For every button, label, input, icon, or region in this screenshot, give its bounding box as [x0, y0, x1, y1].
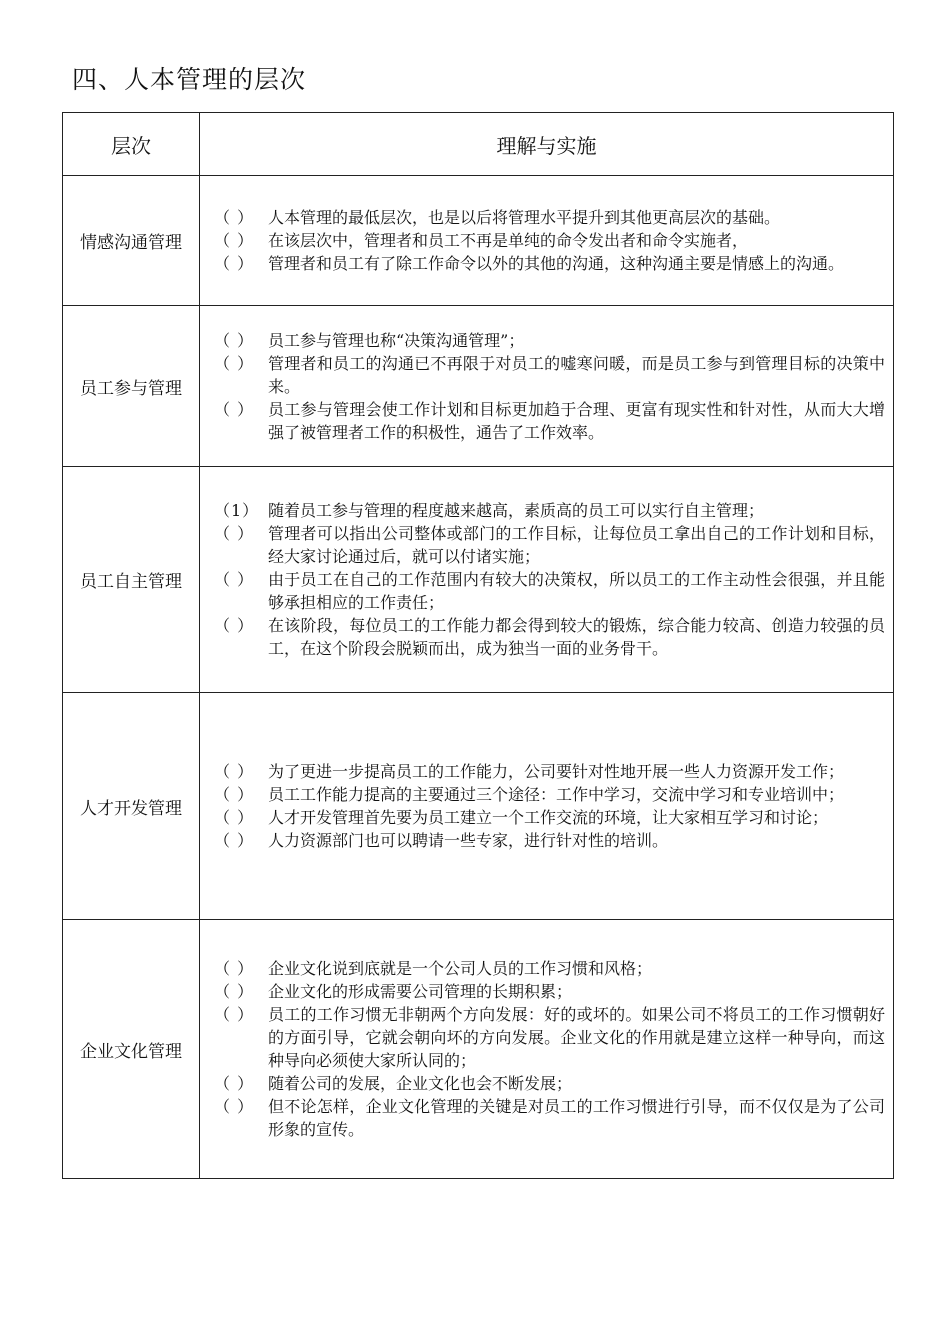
implementation-cell — [200, 306, 894, 467]
level-name: 员工参与管理 — [63, 306, 200, 467]
item-text: 管理者和员工的沟通已不再限于对员工的嘘寒问暖，而是员工参与到管理目标的决策中来。 — [268, 353, 885, 396]
item-marker: （ ） — [214, 399, 255, 419]
implementation-cell — [200, 467, 894, 693]
item-marker: （ ） — [214, 831, 255, 850]
list-item — [214, 980, 885, 1003]
table-row — [63, 306, 894, 467]
table-row — [63, 920, 894, 1179]
item-marker: （ ） — [214, 524, 255, 543]
item-marker: （ ） — [214, 353, 255, 373]
header-level: 层次 — [63, 113, 200, 176]
item-text: 随着员工参与管理的程度越来越高，素质高的员工可以实行自主管理； — [268, 501, 765, 520]
item-marker: （ ） — [214, 208, 255, 227]
list-item — [214, 760, 885, 783]
item-text: 为了更进一步提高员工的工作能力，公司要针对性地开展一些人力资源开发工作； — [268, 762, 845, 781]
level-name: 员工自主管理 — [63, 467, 200, 693]
implementation-cell — [200, 920, 894, 1179]
list-item — [214, 957, 885, 980]
page-title: 四、人本管理的层次 — [72, 65, 307, 94]
item-marker: （ ） — [214, 982, 255, 1001]
list-item — [214, 829, 885, 852]
implementation-cell — [200, 693, 894, 920]
item-marker: （ ） — [214, 616, 255, 635]
item-text: 随着公司的发展，企业文化也会不断发展； — [268, 1074, 573, 1093]
table-row — [63, 467, 894, 693]
implementation-list — [214, 957, 885, 1141]
item-marker: （ ） — [214, 330, 255, 350]
list-item — [214, 499, 885, 522]
item-marker: （ ） — [214, 959, 255, 978]
list-item — [214, 206, 885, 229]
list-item — [214, 1072, 885, 1095]
level-name: 人才开发管理 — [63, 693, 200, 920]
item-text: 员工参与管理也称“决策沟通管理”； — [268, 330, 525, 350]
item-text: 在该层次中，管理者和员工不再是单纯的命令发出者和命令实施者， — [268, 231, 749, 250]
level-name: 企业文化管理 — [63, 920, 200, 1179]
list-item — [214, 783, 885, 806]
list-item — [214, 352, 885, 398]
item-text: 但不论怎样，企业文化管理的关键是对员工的工作习惯进行引导，而不仅仅是为了公司形象的宣传。 — [268, 1097, 885, 1139]
list-item — [214, 329, 885, 352]
list-item — [214, 252, 885, 275]
item-text: 管理者和员工有了除工作命令以外的其他的沟通，这种沟通主要是情感上的沟通。 — [268, 254, 845, 273]
item-text: 人才开发管理首先要为员工建立一个工作交流的环境，让大家相互学习和讨论； — [268, 808, 829, 827]
list-item — [214, 568, 885, 614]
table-header-row — [63, 113, 894, 176]
item-marker: （ ） — [214, 231, 255, 250]
item-text: 员工参与管理会使工作计划和目标更加趋于合理、更富有现实性和针对性，从而大大增强了被管理者工作的积极性，通告了工作效率。 — [268, 399, 885, 442]
list-item — [214, 229, 885, 252]
item-text: 企业文化的形成需要公司管理的长期积累； — [268, 982, 573, 1001]
list-item — [214, 1003, 885, 1072]
item-text: 员工的工作习惯无非朝两个方向发展：好的或坏的。如果公司不将员工的工作习惯朝好的方面引导，它就会朝向坏的方向发展。企业文化的作用就是建立这样一种导向，而这种导向必须使大家所认同的； — [268, 1005, 885, 1070]
implementation-list — [214, 206, 885, 275]
table-body — [63, 176, 894, 1179]
list-item — [214, 522, 885, 568]
implementation-list — [214, 499, 885, 660]
item-marker: （ ） — [214, 570, 255, 589]
item-text: 企业文化说到底就是一个公司人员的工作习惯和风格； — [268, 959, 653, 978]
item-text: 在该阶段，每位员工的工作能力都会得到较大的锻炼，综合能力较高、创造力较强的员工，在这个阶段会脱颖而出，成为独当一面的业务骨干。 — [268, 616, 885, 658]
item-marker: （ ） — [214, 1074, 255, 1093]
implementation-cell — [200, 176, 894, 306]
item-marker: （ ） — [214, 1005, 255, 1024]
implementation-list — [214, 329, 885, 444]
level-name: 情感沟通管理 — [63, 176, 200, 306]
header-implementation: 理解与实施 — [200, 113, 894, 176]
item-text: 人力资源部门也可以聘请一些专家，进行针对性的培训。 — [268, 831, 669, 850]
item-marker: （ ） — [214, 254, 255, 273]
list-item — [214, 398, 885, 444]
item-text: 员工工作能力提高的主要通过三个途径：工作中学习，交流中学习和专业培训中； — [268, 785, 845, 804]
item-marker: （ ） — [214, 1097, 255, 1116]
implementation-list — [214, 760, 885, 852]
list-item — [214, 1095, 885, 1141]
item-text: 由于员工在自己的工作范围内有较大的决策权，所以员工的工作主动性会很强，并且能够承担相应的工作责任； — [268, 570, 885, 612]
list-item — [214, 614, 885, 660]
item-text: 管理者可以指出公司整体或部门的工作目标，让每位员工拿出自己的工作计划和目标，经大家讨论通过后，就可以付诸实施； — [268, 524, 885, 566]
item-text: 人本管理的最低层次，也是以后将管理水平提升到其他更高层次的基础。 — [268, 208, 781, 227]
list-item — [214, 806, 885, 829]
table-row — [63, 176, 894, 306]
table-row — [63, 693, 894, 920]
item-marker: （1） — [214, 501, 260, 520]
management-levels-table — [62, 112, 894, 1179]
item-marker: （ ） — [214, 762, 255, 781]
item-marker: （ ） — [214, 808, 255, 827]
item-marker: （ ） — [214, 785, 255, 804]
